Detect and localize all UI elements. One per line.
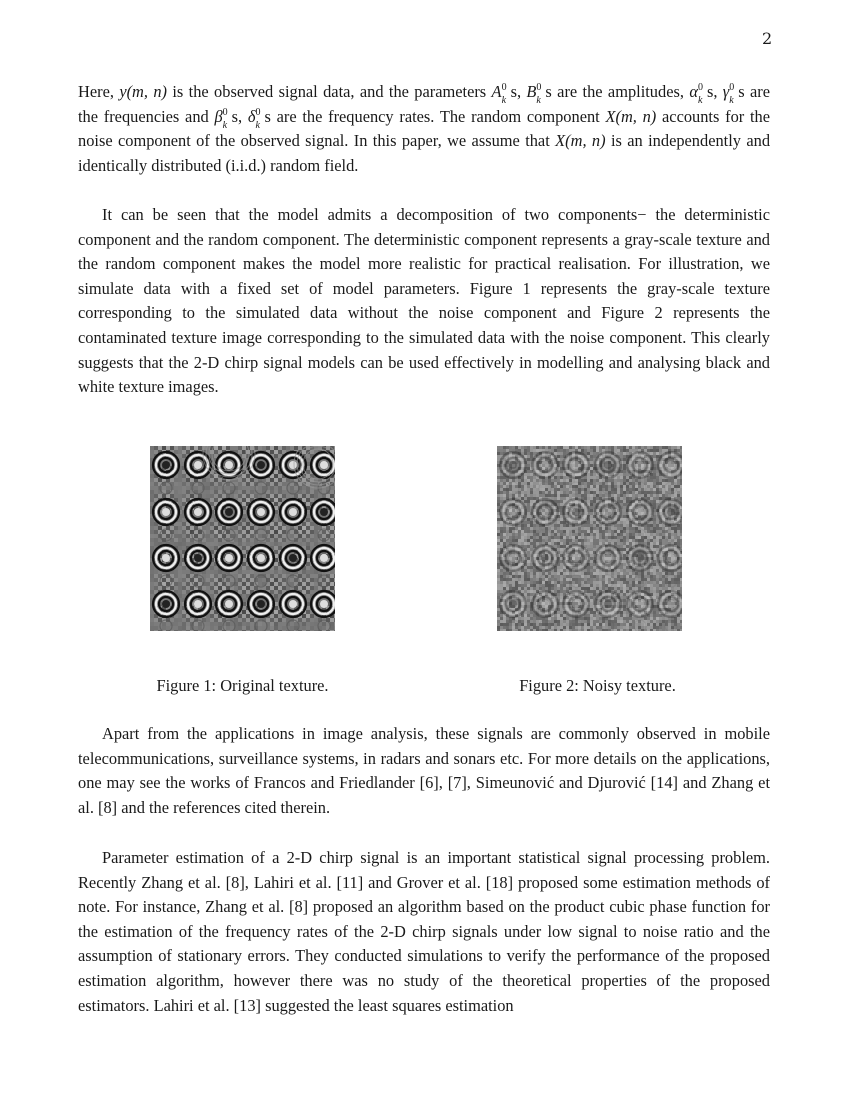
math-symbol: γ 0 k xyxy=(722,82,735,106)
math-symbol: X(m, n) xyxy=(605,106,657,126)
math-symbol: A 0 k xyxy=(491,82,507,106)
math-symbol: δ 0 k xyxy=(247,106,261,131)
figure-2-caption: Figure 2: Noisy texture. xyxy=(519,676,676,695)
paragraph-model-parameters: Here, y(m, n) is the observed signal data, and the parameters A 0 k s, B 0 k s are the amplitudes, α 0 k s, γ 0 k s are the frequencies and β 0 k s, δ 0 k s are the frequency rates. The random component X(m, n) accounts for the noise component of the observed signal. In this paper, we assume that X(m, n) is an independently and identically distributed (i.i.d.) random field. xyxy=(78,82,771,175)
paragraph-parameter-estimation: Parameter estimation of a 2-D chirp signal is an important statistical signal processing problem. Recently Zhang et al. [8], Lahiri et al. [11] and Grover et al. [18] proposed some estimation methods of note. For instance, Zhang et al. [8] proposed an algorithm based on the product cubic phase function for the estimation of the frequency rates of the 2-D chirp signals under low signal to noise ratio and the assumption of stationary errors. They conducted simulations to verify the performance of the proposed estimation algorithm, however there was no study of the theoretical properties of the proposed estimators. Lahiri et al. [13] suggested the least squares estimation xyxy=(78,848,770,1015)
math-symbol: α 0 k xyxy=(689,82,703,106)
math-symbol: β 0 k xyxy=(214,106,228,131)
paragraph-decomposition: It can be seen that the model admits a decomposition of two components− the deterministic component and the random component. The deterministic component represents a gray-scale texture and the random component makes the model more realistic for practical realisation. For illustration, we simulate data with a fixed set of model parameters. Figure 1 represents the gray-scale texture corresponding to the simulated data without the noise component and Figure 2 represents the contaminated texture image corresponding to the simulated data with the noise component. This clearly suggests that the 2-D chirp signal models can be used effectively in modelling and analysing black and white texture images. xyxy=(78,205,770,397)
math-symbol: X(m, n) xyxy=(555,131,606,151)
math-symbol: y(m, n) xyxy=(119,82,167,101)
paragraph-applications: Apart from the applications in image analysis, these signals are commonly observed in mobile telecommunications, surveillance systems, in radars and sonars etc. For more details on the applications, one may see the works of Francos and Friedlander [6], [7], Simeunović and Djurović [14] and Zhang et al. [8] and the references cited therein. xyxy=(78,724,770,817)
figure-original-texture xyxy=(150,446,335,631)
figure-noisy-texture xyxy=(497,446,682,631)
page-number: 2 xyxy=(762,29,773,48)
math-symbol: B 0 k xyxy=(526,82,542,106)
figure-1-caption: Figure 1: Original texture. xyxy=(156,676,329,695)
